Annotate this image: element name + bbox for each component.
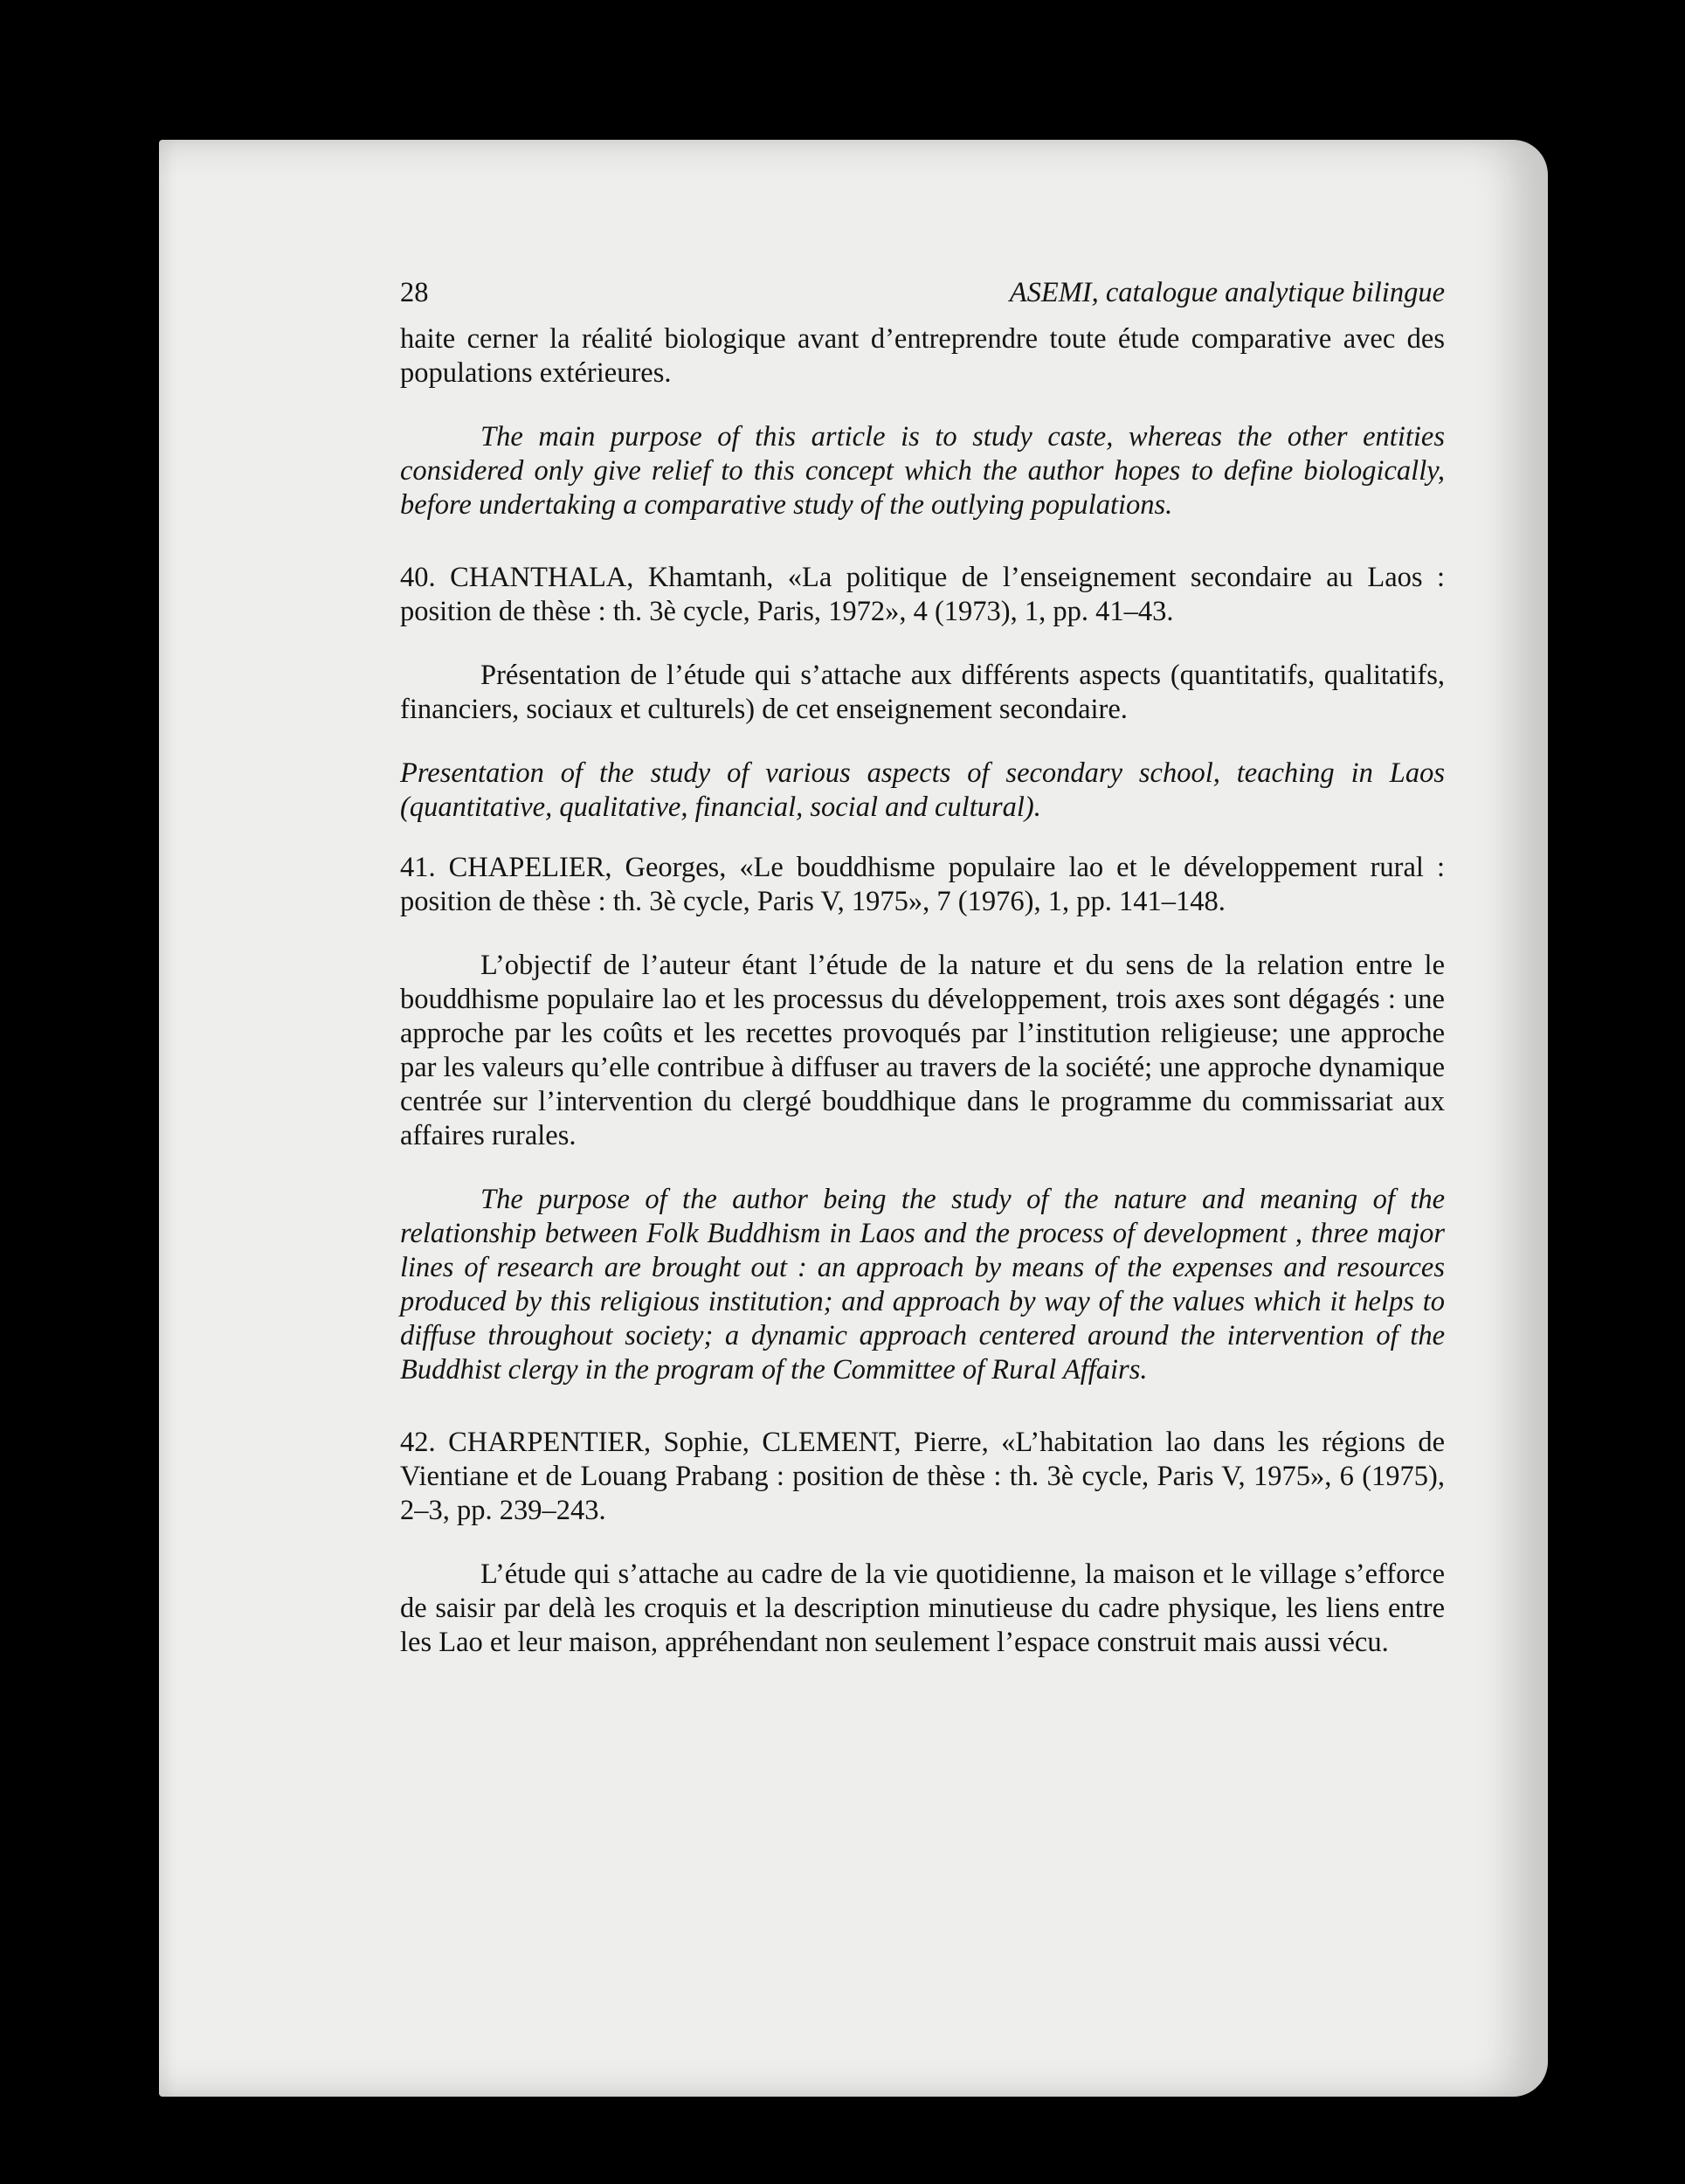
entry-41-abstract-fr: L’objectif de l’auteur étant l’étude de la nature et du sens de la relation entre le bouddhisme populaire lao et les processus du développement, trois axes sont dégagés : une approche par les coûts et les recettes provoqués par l’institution religieuse; une approche par les valeurs qu’elle contribue à diffuser au travers de la société; une approche dynamique centrée sur l’intervention du clergé bouddhique dans le programme du commissariat aux affaires rurales. bbox=[400, 950, 1445, 1151]
entry-42-title: 42. CHARPENTIER, Sophie, CLEMENT, Pierre, «L’habitation lao dans les régions de Vientiane et de Louang Prabang : position de thèse : th. 3è cycle, Paris V, 1975», 6 (1975), 2–3, pp. 239–243. bbox=[400, 1427, 1445, 1526]
entry-40-abstract-en: Presentation of the study of various aspects of secondary school, teaching in Laos (quantitative, qualitative, financial, social and cultural). bbox=[400, 757, 1445, 823]
paragraph-fr-continued: haite cerner la réalité biologique avant d’entreprendre toute étude comparative avec des populations extérieures. bbox=[400, 323, 1445, 389]
entry-41-title: 41. CHAPELIER, Georges, «Le bouddhisme populaire lao et le développement rural : position de thèse : th. 3è cycle, Paris V, 1975», 7 (1976), 1, pp. 141–148. bbox=[400, 852, 1445, 917]
page-number: 28 bbox=[400, 277, 429, 308]
entry-40-title: 40. CHANTHALA, Khamtanh, «La politique de l’enseignement secondaire au Laos : position de thèse : th. 3è cycle, Paris, 1972», 4 (1973), 1, pp. 41–43. bbox=[400, 562, 1445, 627]
page-content bbox=[400, 276, 1445, 1660]
page-header bbox=[400, 276, 1445, 310]
entry-41-abstract-en: The purpose of the author being the study of the nature and meaning of the relationship between Folk Buddhism in Laos and the process of development , three major lines of research are brought out : an approach by means of the expenses and resources produced by this religious institution; and approach by way of the values which it helps to diffuse throughout society; a dynamic approach centered around the intervention of the Buddhist clergy in the program of the Committee of Rural Affairs. bbox=[400, 1184, 1445, 1386]
running-title: ASEMI, catalogue analytique bilingue bbox=[1009, 277, 1445, 308]
entry-42-abstract-fr: L’étude qui s’attache au cadre de la vie quotidienne, la maison et le village s’efforce de saisir par delà les croquis et la description minutieuse du cadre physique, les liens entre les Lao et leur maison, appréhendant non seulement l’espace construit mais aussi vécu. bbox=[400, 1559, 1445, 1658]
entry-40-abstract-fr: Présentation de l’étude qui s’attache aux différents aspects (quantitatifs, qualitatifs, financiers, sociaux et culturels) de cet enseignement secondaire. bbox=[400, 660, 1445, 725]
paragraph-en-summary: The main purpose of this article is to study caste, whereas the other entities considered only give relief to this concept which the author hopes to define biologically, before undertaking a comparative study of the outlying populations. bbox=[400, 421, 1445, 521]
